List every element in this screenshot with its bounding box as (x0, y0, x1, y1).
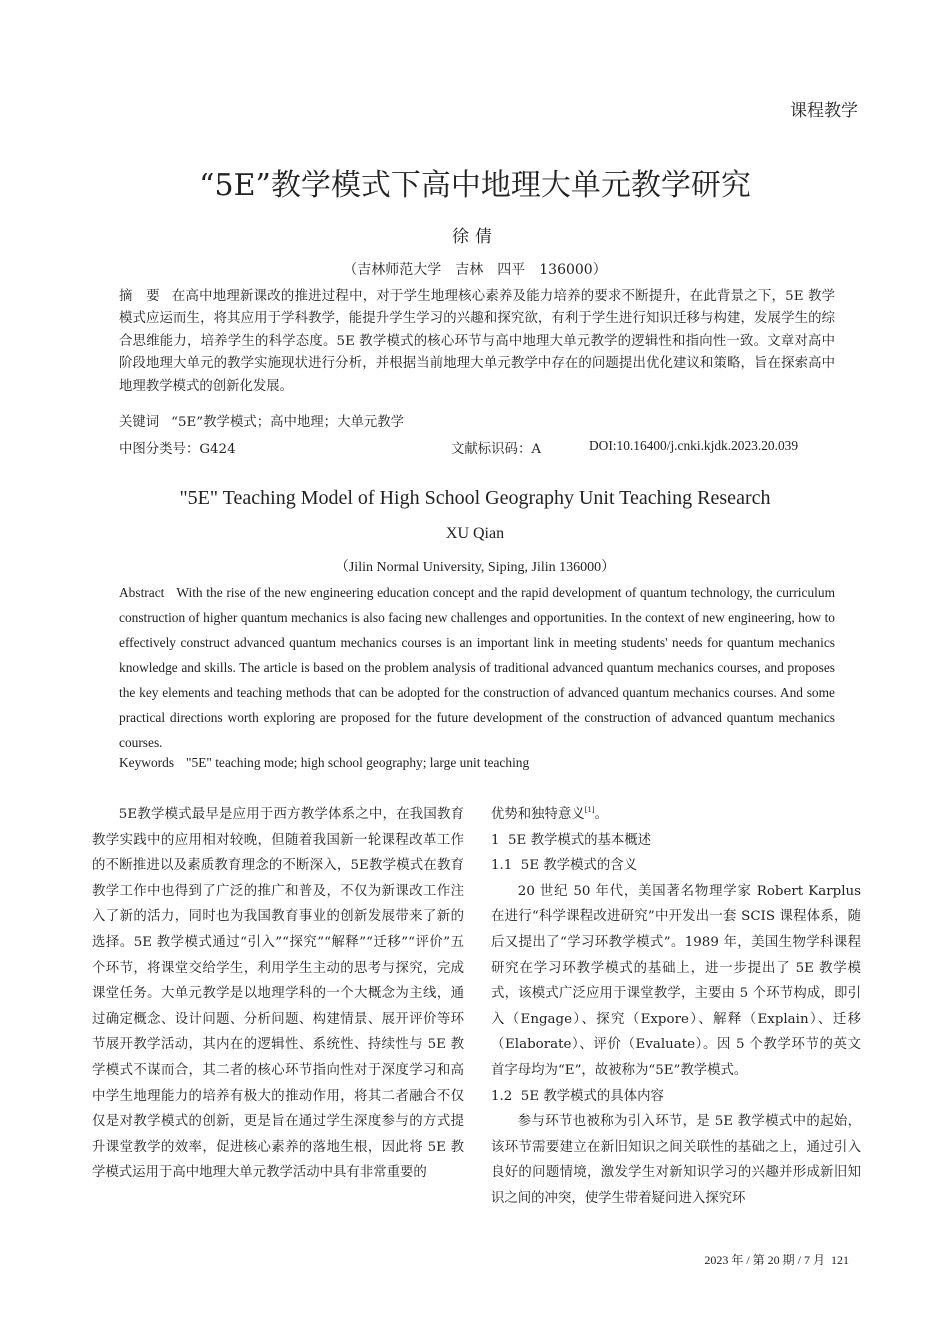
abstract-cn-text: 在高中地理新课改的推进过程中，对于学生地理核心素养及能力培养的要求不断提升，在此背景之下，5E 教学模式应运而生，将其应用于学科教学，能提升学生学习的兴趣和探究欲，有利于学生进行知识迁移与构建，发展学生的综合思维能力，培养学生的科学态度。5E 教学模式的核心环节与高中地理大单元教学的逻辑性和指向性一致。文章对高中阶段地理大单元的教学实施现状进行分析，并根据当前地理大单元教学中存在的问题提出优化建议和策略，旨在探索高中地理教学模式的创新化发展。 (119, 289, 835, 394)
author-affiliation-en: （Jilin Normal University, Siping, Jilin 136000） (334, 560, 616, 575)
body-column-right (491, 802, 861, 1212)
keywords-cn-text: “5E”教学模式；高中地理；大单元教学 (171, 415, 405, 430)
author-affiliation: （吉林师范大学 吉林 四平 136000） (343, 262, 607, 278)
body-paragraph-intro: 5E教学模式最早是应用于西方教学体系之中，在我国教育教学实践中的应用相对较晚，但随着我国新一轮课程改革工作的不断推进以及素质教育理念的不断深入，5E教学模式在教育教学工作中也得到了广泛的推广和普及，不仅为新课改工作注入了新的活力，同时也为我国教育事业的创新发展带来了新的选择。5E 教学模式通过“引入”“探究”“解释”“迁移”“评价”五个环节，将课堂交给学生，利用学生主动的思考与探究，完成课堂任务。大单元教学是以地理学科的一个大概念为主线，通过确定概念、设计问题、分析问题、构建情景、展开评价等环节展开教学活动，其内在的逻辑性、系统性、持续性与 5E 教学模式不谋而合，其二者的核心环节指向性对于深度学习和高中学生地理能力的培养有极大的推动作用，将其二者融合不仅仅是对教学模式的创新，更是旨在通过学生深度参与的方式提升课堂教学的效率，促进核心素养的落地生根，因此将 5E 教学模式运用于高中地理大单元教学活动中具有非常重要的 (92, 807, 464, 1181)
body-paragraph-continued (491, 802, 861, 828)
continued-text: 优势和独特意义 (491, 807, 585, 822)
keywords-en-text: "5E" teaching mode; high school geography; large unit teaching (186, 755, 530, 770)
keywords-cn-label: 关键词 (119, 415, 160, 430)
body-column-left (92, 802, 464, 1186)
citation-marker: [1] (584, 806, 595, 814)
doi: DOI:10.16400/j.cnki.kjdk.2023.20.039 (589, 438, 799, 453)
abstract-en (119, 580, 835, 755)
page-footer: 2023 年 / 第 20 期 / 7 月 121 (704, 1253, 849, 1267)
section-heading-1-2: 1.2 5E 教学模式的具体内容 (491, 1088, 664, 1104)
article-title: “5E”教学模式下高中地理大单元教学研究 (199, 168, 751, 203)
keywords-en (119, 755, 529, 771)
continued-text-end: 。 (594, 807, 609, 822)
author-name-en: XU Qian (445, 525, 505, 542)
keywords-en-label: Keywords (119, 755, 175, 770)
abstract-en-text: With the rise of the new engineering education concept and the rapid development of quantum technology, the curriculum construction of higher quantum mechanics is also facing new challenges and opportunities. In the context of new engineering, how to effectively construct advanced quantum mechanics courses is an important link in meeting students' needs for quantum mechanics knowledge and skills. The article is based on the problem analysis of traditional advanced quantum mechanics courses, and proposes the key elements and teaching methods that can be adopted for the construction of advanced quantum mechanics courses. And some practical directions worth exploring are proposed for the future development of the construction of advanced quantum mechanics courses. (119, 585, 835, 750)
abstract-en-label: Abstract (119, 585, 165, 600)
clc-number: 中图分类号：G424 (119, 442, 236, 457)
body-paragraph-1-2: 参与环节也被称为引入环节，是 5E 教学模式中的起始，该环节需要建立在新旧知识之间关联性的基础之上，通过引入良好的问题情境，激发学生对新知识学习的兴趣并形成新旧知识之间的冲突，使学生带着疑问进入探究环 (491, 1114, 861, 1206)
article-title-en: "5E" Teaching Model of High School Geography Unit Teaching Research (179, 487, 771, 509)
body-paragraph-1-1: 20 世纪 50 年代，美国著名物理学家 Robert Karplus 在进行“科学课程改进研究”中开发出一套 SCIS 课程体系，随后又提出了“学习环教学模式”。1989 年，美国生物学科课程研究在学习环教学模式的基础上，进一步提出了 5E 教学模式，该模式广泛应用于课堂教学，主要由 5 个环节构成，即引入（Engage）、探究（Expore）、解释（Explain）、迁移（Elaborate）、评价（Evaluate）。因 5 个教学环节的英文首字母均为“E”，故被称为“5E”教学模式。 (491, 883, 861, 1078)
author-name: 徐倩 (452, 227, 498, 247)
section-heading-1: 1 5E 教学模式的基本概述 (491, 832, 652, 848)
keywords-cn (119, 411, 404, 430)
section-tag: 课程教学 (790, 101, 858, 121)
section-heading-1-1: 1.1 5E 教学模式的含义 (491, 858, 638, 874)
abstract-cn-label: 摘 要 (119, 289, 160, 304)
abstract-cn (119, 286, 835, 398)
document-code: 文献标识码：A (451, 442, 542, 457)
